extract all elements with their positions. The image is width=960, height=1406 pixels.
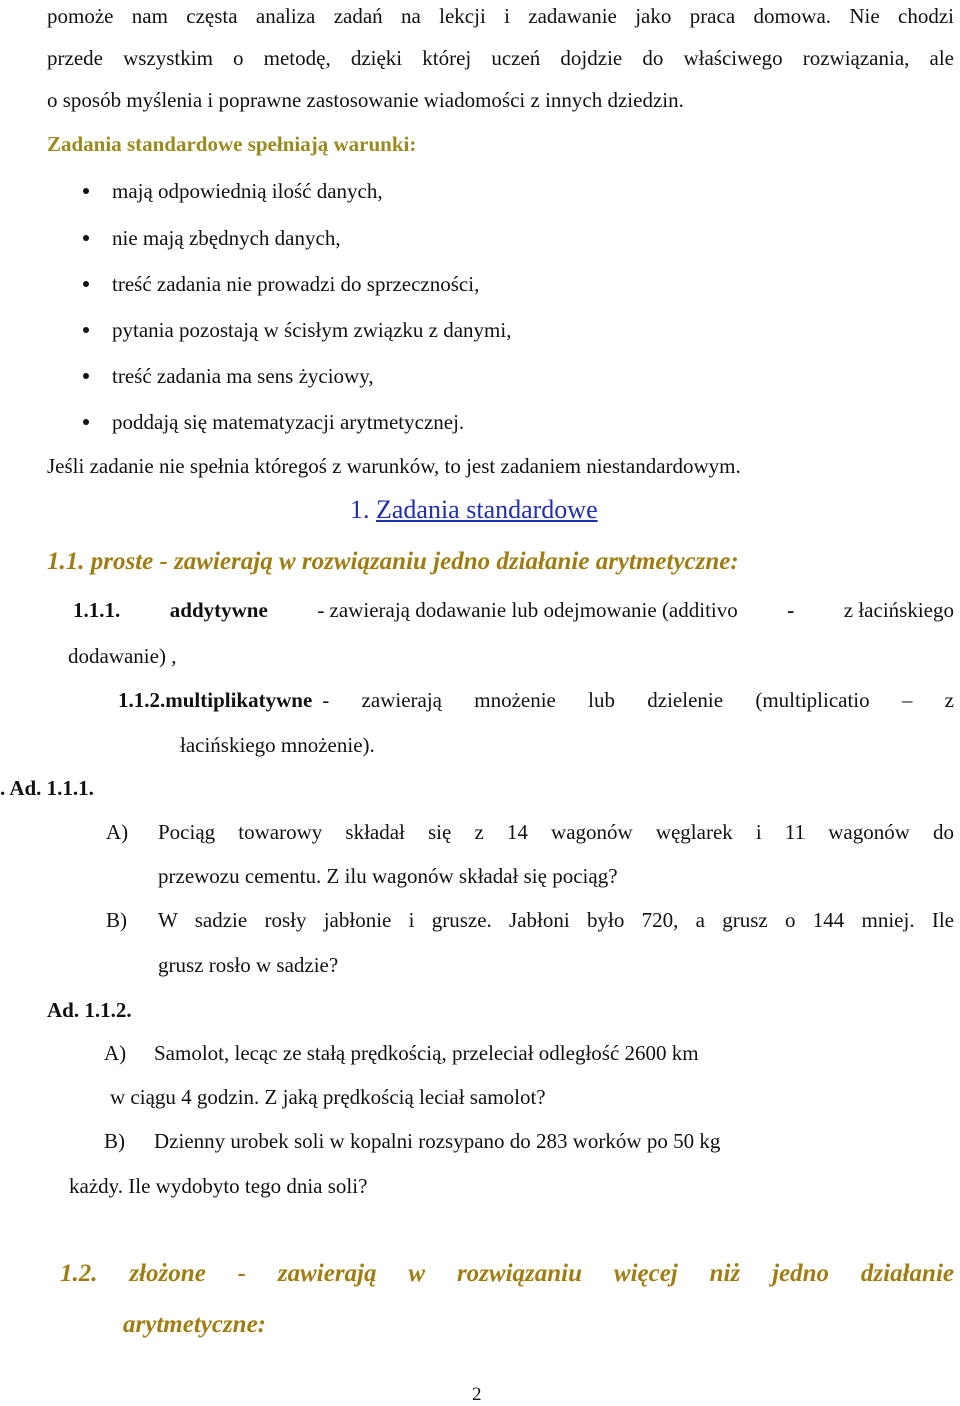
ad-1-1-1-label: . Ad. 1.1.1. xyxy=(0,776,94,800)
bullet-icon xyxy=(83,419,89,425)
task-a-line-1: Pociąg towarowy składał się z 14 wagonów węglarek i 11 wagonów do xyxy=(158,820,954,844)
subsection-heading-1-1: 1.1. proste - zawierają w rozwiązaniu jedno działanie arytmetyczne: xyxy=(47,548,739,575)
bullet-icon xyxy=(83,327,89,333)
conditions-heading: Zadania standardowe spełniają warunki: xyxy=(47,132,417,156)
intro-line-1: pomoże nam częsta analiza zadań na lekcji i zadawanie jako praca domowa. Nie chodzi xyxy=(47,4,954,28)
item-1-1-1 xyxy=(73,596,954,624)
item-dash: - xyxy=(787,598,795,622)
task-b-line-2: grusz rosło w sadzie? xyxy=(158,953,339,977)
item-term: multiplikatywne xyxy=(165,688,313,712)
section-title: Zadania standardowe xyxy=(376,495,598,524)
condition-text: treść zadania nie prowadzi do sprzeczności, xyxy=(112,272,480,296)
task-a-line-2: w ciągu 4 godzin. Z jaką prędkością leciał samolot? xyxy=(110,1085,546,1109)
subsection-heading-1-2-cont: arytmetyczne: xyxy=(123,1311,267,1338)
item-1-1-2 xyxy=(118,686,954,714)
intro-line-3: o sposób myślenia i poprawne zastosowanie wiadomości z innych dziedzin. xyxy=(47,88,684,112)
nonstandard-note: Jeśli zadanie nie spełnia któregoś z warunków, to jest zadaniem niestandardowym. xyxy=(47,454,741,478)
item-term: addytywne xyxy=(169,598,268,622)
condition-text: nie mają zbędnych danych, xyxy=(112,226,341,250)
task-label-a: A) xyxy=(106,820,129,844)
item-description: - zawierają mnożenie lub dzielenie (multiplicatio – z xyxy=(322,688,954,712)
item-description-cont: z łacińskiego xyxy=(843,598,954,622)
section-number: 1. xyxy=(350,495,370,524)
task-label-b: B) xyxy=(104,1129,125,1153)
page-number: 2 xyxy=(472,1384,482,1405)
ad-1-1-2-label: Ad. 1.1.2. xyxy=(47,998,132,1022)
task-b-line-2: każdy. Ile wydobyto tego dnia soli? xyxy=(69,1174,368,1198)
task-b-line-1: W sadzie rosły jabłonie i grusze. Jabłoni było 720, a grusz o 144 mniej. Ile xyxy=(158,908,954,932)
bullet-icon xyxy=(83,281,89,287)
item-description: - zawierają dodawanie lub odejmowanie (additivo xyxy=(317,598,738,622)
task-label-b: B) xyxy=(106,908,127,932)
condition-text: mają odpowiednią ilość danych, xyxy=(112,179,383,203)
section-heading xyxy=(350,494,598,526)
bullet-icon xyxy=(83,188,89,194)
item-1-1-1-continuation: dodawanie) , xyxy=(68,644,177,668)
bullet-icon xyxy=(83,235,89,241)
item-1-1-2-continuation: łacińskiego mnożenie). xyxy=(180,733,375,757)
bullet-icon xyxy=(83,373,89,379)
condition-text: treść zadania ma sens życiowy, xyxy=(112,364,374,388)
subsection-heading-1-2: 1.2. złożone - zawierają w rozwiązaniu więcej niż jedno działanie xyxy=(60,1260,954,1287)
condition-text: poddają się matematyzacji arytmetycznej. xyxy=(112,410,465,434)
item-number: 1.1.1. xyxy=(73,598,121,622)
item-number: 1.1.2. xyxy=(118,688,166,712)
task-b-line-1: Dzienny urobek soli w kopalni rozsypano do 283 worków po 50 kg xyxy=(154,1129,721,1153)
task-label-a: A) xyxy=(104,1041,127,1065)
condition-text: pytania pozostają w ścisłym związku z danymi, xyxy=(112,318,512,342)
task-a-line-2: przewozu cementu. Z ilu wagonów składał się pociąg? xyxy=(158,864,618,888)
task-a-line-1: Samolot, lecąc ze stałą prędkością, przeleciał odległość 2600 km xyxy=(154,1041,699,1065)
intro-line-2: przede wszystkim o metodę, dzięki której uczeń dojdzie do właściwego rozwiązania, ale xyxy=(47,46,954,70)
